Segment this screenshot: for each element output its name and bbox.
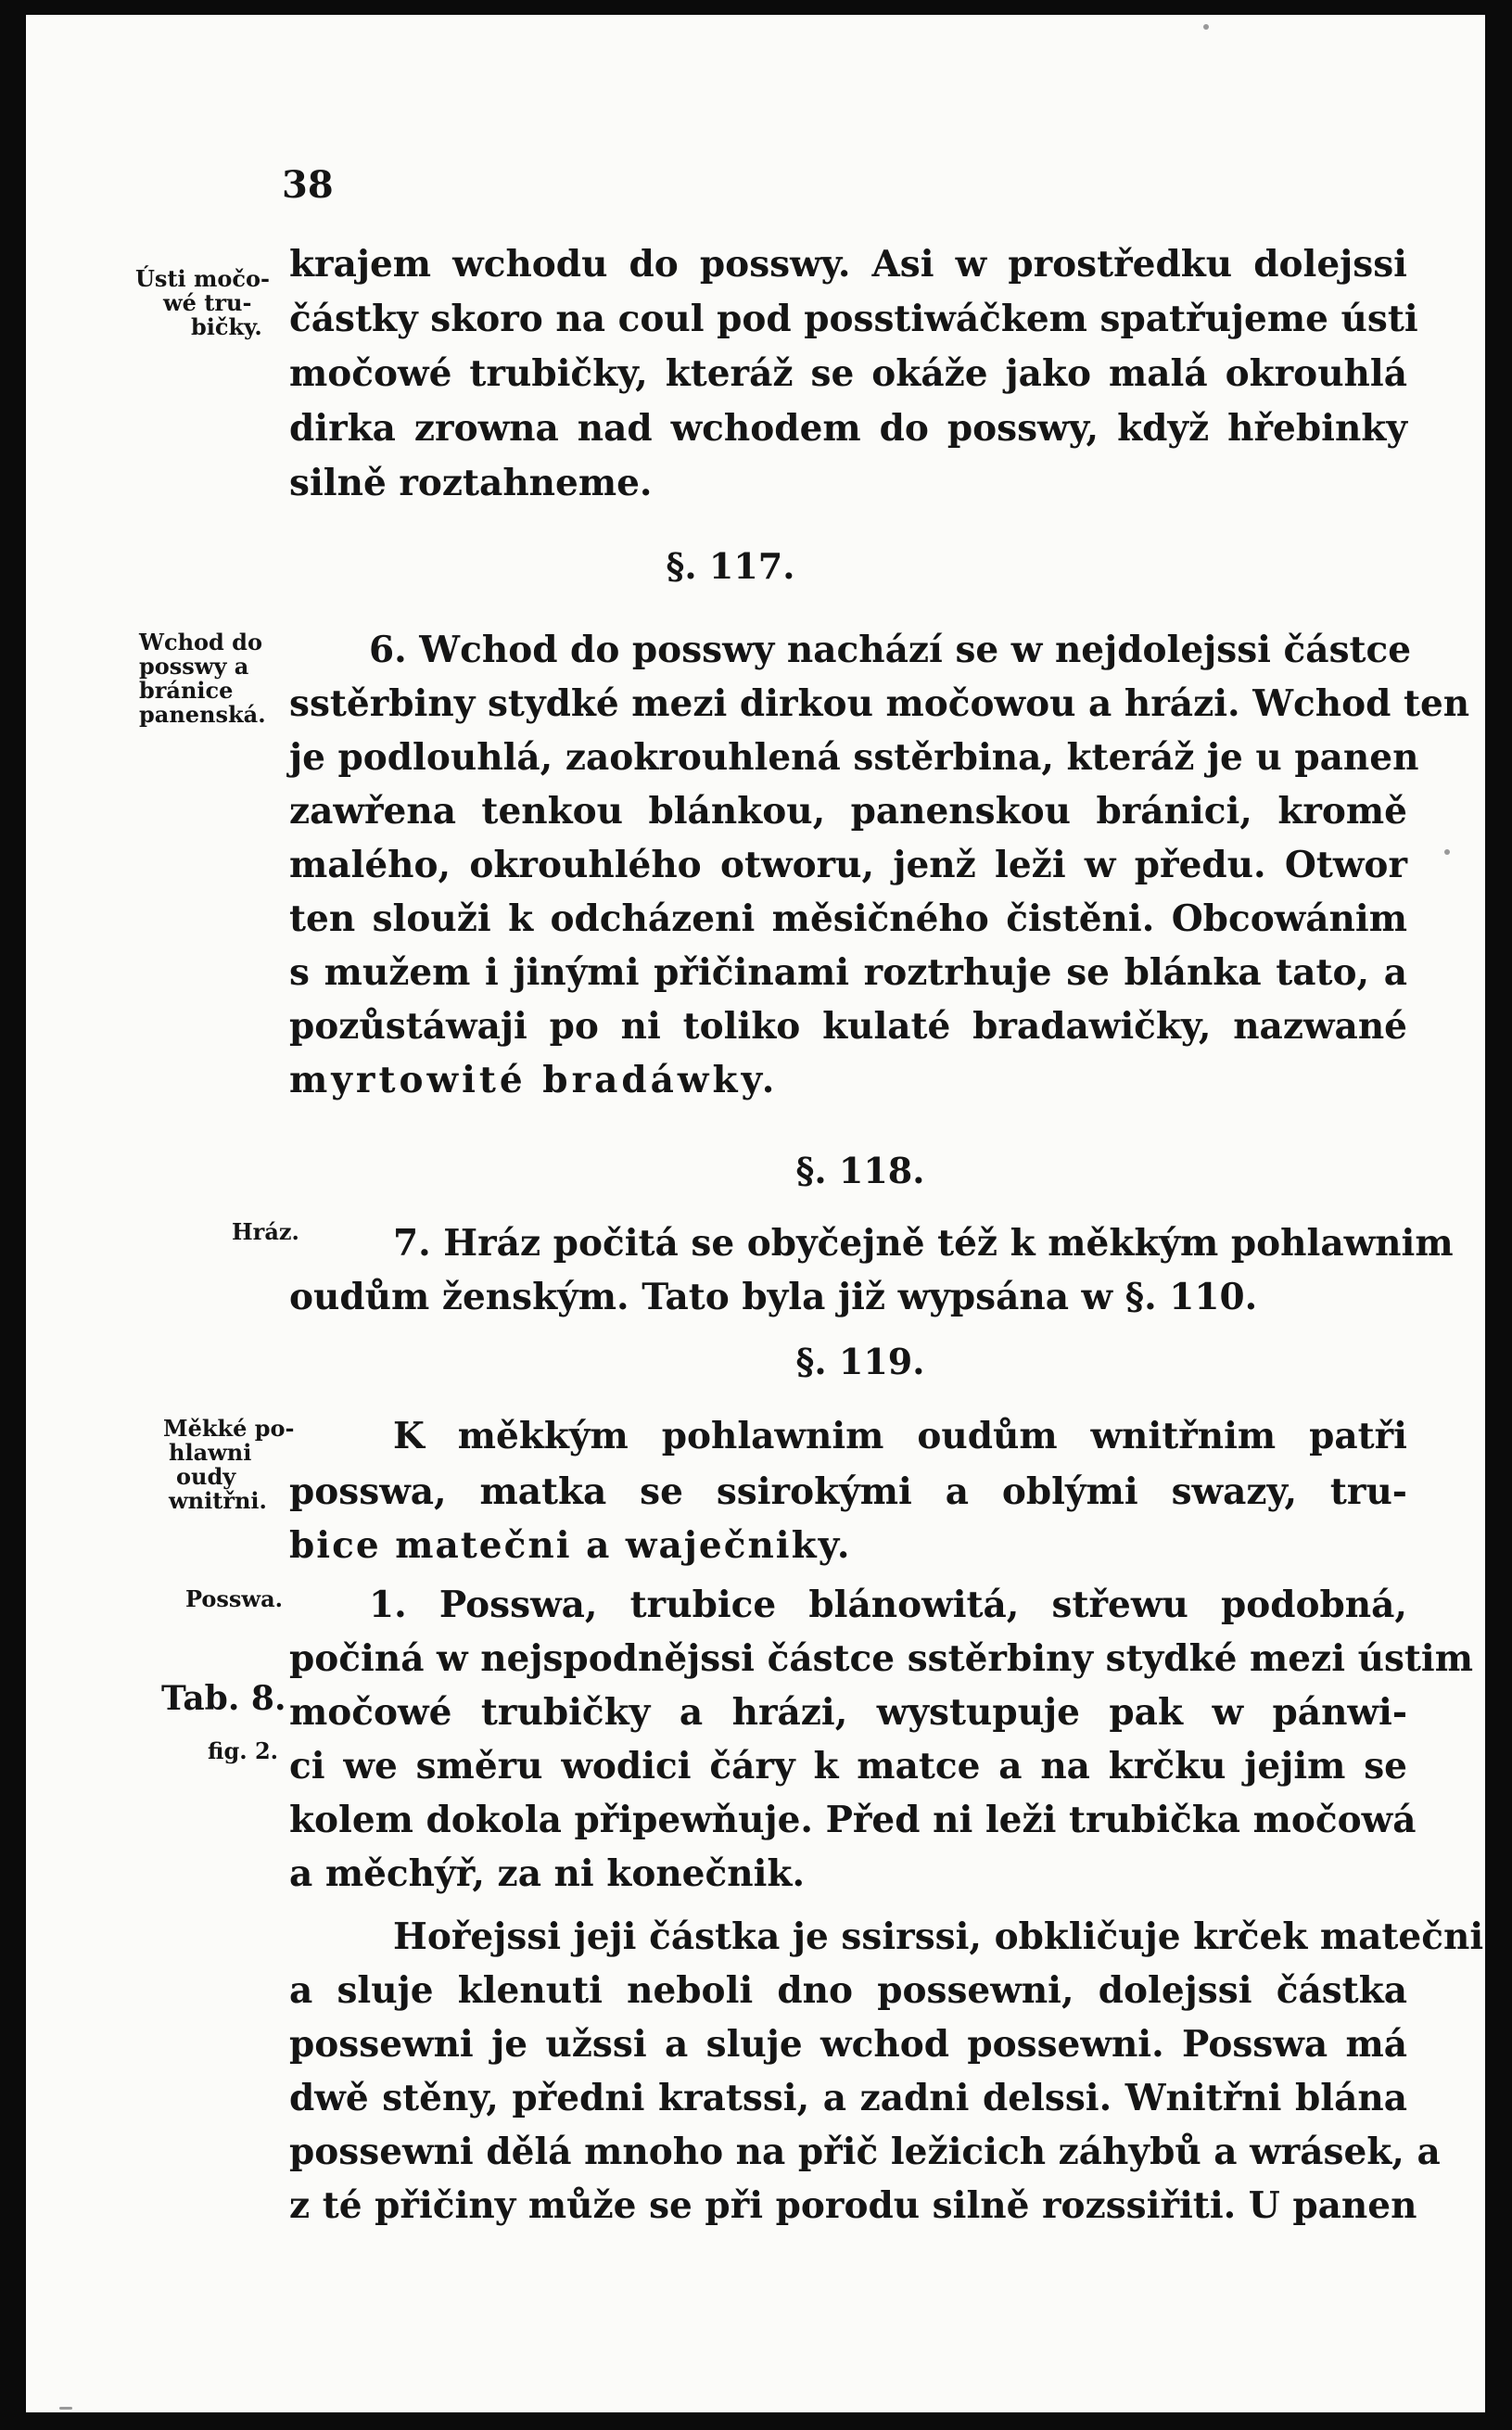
page-number: 38 bbox=[282, 163, 334, 207]
margin-note-mekke bbox=[163, 1417, 294, 1513]
scan-speck bbox=[1203, 24, 1209, 30]
text-line: kolem dokola připewňuje. Před ni leži trubička močowá bbox=[289, 1799, 1417, 1841]
margin-note-line: Posswa. bbox=[185, 1585, 283, 1612]
text-line: močowé trubičky, kteráž se okáže jako malá okrouhlá bbox=[289, 352, 1407, 395]
text-line: ci we směru wodici čáry k matce a na krčku jejim se bbox=[289, 1745, 1407, 1788]
text-line: a sluje klenuti neboli dno possewni, dolejssi částka bbox=[289, 1969, 1407, 2012]
scan-speck bbox=[1444, 849, 1450, 855]
text-line: dwě stěny, předni kratssi, a zadni delssi. Wnitřni blána bbox=[289, 2077, 1407, 2119]
margin-note-line: Wchod do bbox=[139, 629, 262, 655]
text-line: K měkkým pohlawnim oudům wnitřnim patři bbox=[393, 1415, 1407, 1457]
margin-note-line: wé tru- bbox=[163, 289, 252, 316]
margin-note-line: panenská. bbox=[139, 701, 266, 728]
text-line: dirka zrowna nad wchodem do posswy, když hřebinky bbox=[289, 407, 1407, 450]
margin-note-line: fig. 2. bbox=[208, 1737, 278, 1764]
margin-note-line: wnitřni. bbox=[169, 1487, 267, 1514]
text-line: Hořejssi jeji částka je ssirssi, obkličuje krček matečni bbox=[393, 1915, 1484, 1958]
text-line: s mužem i jinými přičinami roztrhuje se blánka tato, a bbox=[289, 951, 1407, 994]
section-heading-119: §. 119. bbox=[795, 1341, 925, 1382]
text-line: a měchýř, za ni konečnik. bbox=[289, 1852, 806, 1895]
margin-note-line: Hráz. bbox=[232, 1218, 299, 1245]
margin-note-line: Měkké po- bbox=[163, 1415, 295, 1442]
margin-note-line: Tab. 8. bbox=[161, 1679, 286, 1718]
margin-note-line: oudy bbox=[176, 1463, 236, 1490]
text-line: 7. Hráz počitá se obyčejně též k měkkým pohlawnim bbox=[393, 1222, 1454, 1265]
text-line: zawřena tenkou blánkou, panenskou bránici, kromě bbox=[289, 790, 1407, 833]
text-line: sstěrbiny stydké mezi dirkou močowou a hrázi. Wchod ten bbox=[289, 682, 1470, 725]
text-line: je podlouhlá, zaokrouhlená sstěrbina, kteráž je u panen bbox=[289, 736, 1419, 779]
text-line: močowé trubičky a hrázi, wystupuje pak w pánwi- bbox=[289, 1691, 1407, 1734]
text-line: z té přičiny může se při porodu silně rozssiřiti. U panen bbox=[289, 2184, 1417, 2227]
text-line: počiná w nejspodnějssi částce sstěrbiny stydké mezi ústim bbox=[289, 1637, 1474, 1680]
text-line: 1. Posswa, trubice blánowitá, střewu podobná, bbox=[369, 1584, 1407, 1626]
section-heading-118: §. 118. bbox=[795, 1150, 925, 1191]
text-line: malého, okrouhlého otworu, jenž leži w předu. Otwor bbox=[289, 844, 1407, 886]
margin-note-posswa bbox=[185, 1587, 283, 1611]
margin-note-line: posswy a bbox=[139, 653, 249, 680]
section-heading-117: §. 117. bbox=[666, 545, 795, 587]
text-line: ten slouži k odcházeni měsičného čistěni. Obcowánim bbox=[289, 897, 1407, 940]
text-line: possewni je užssi a sluje wchod possewni. Posswa má bbox=[289, 2023, 1407, 2066]
margin-note-hraz bbox=[232, 1220, 299, 1244]
margin-note-line: Ústi močo- bbox=[135, 265, 270, 292]
text-line: myrtowité bradáwky. bbox=[289, 1059, 779, 1101]
margin-note-line: hlawni bbox=[169, 1439, 252, 1466]
text-line: oudům ženským. Tato byla již wypsána w §. 110. bbox=[289, 1276, 1258, 1318]
margin-note-line: bránice bbox=[139, 677, 234, 704]
text-line: krajem wchodu do posswy. Asi w prostředku dolejssi bbox=[289, 243, 1407, 286]
text-line: 6. Wchod do posswy nachází se w nejdolejssi částce bbox=[369, 629, 1412, 671]
book-page bbox=[26, 15, 1485, 2412]
text-line: posswa, matka se ssirokými a oblými swazy, tru- bbox=[289, 1470, 1407, 1513]
text-line: silně roztahneme. bbox=[289, 462, 653, 504]
margin-note-usti bbox=[135, 267, 270, 339]
text-line: pozůstáwaji po ni toliko kulaté bradawičky, nazwané bbox=[289, 1005, 1407, 1048]
text-line: possewni dělá mnoho na přič ležicich záhybů a wrásek, a bbox=[289, 2131, 1441, 2173]
margin-note-wchod bbox=[139, 630, 266, 727]
scan-speck bbox=[59, 2407, 72, 2410]
text-line: částky skoro na coul pod posstiwáčkem spatřujeme ústi bbox=[289, 298, 1418, 340]
margin-note-line: bičky. bbox=[191, 313, 262, 340]
margin-note-fig bbox=[208, 1739, 278, 1763]
text-line: bice matečni a waječniky. bbox=[289, 1524, 852, 1567]
margin-note-tab bbox=[161, 1680, 286, 1717]
